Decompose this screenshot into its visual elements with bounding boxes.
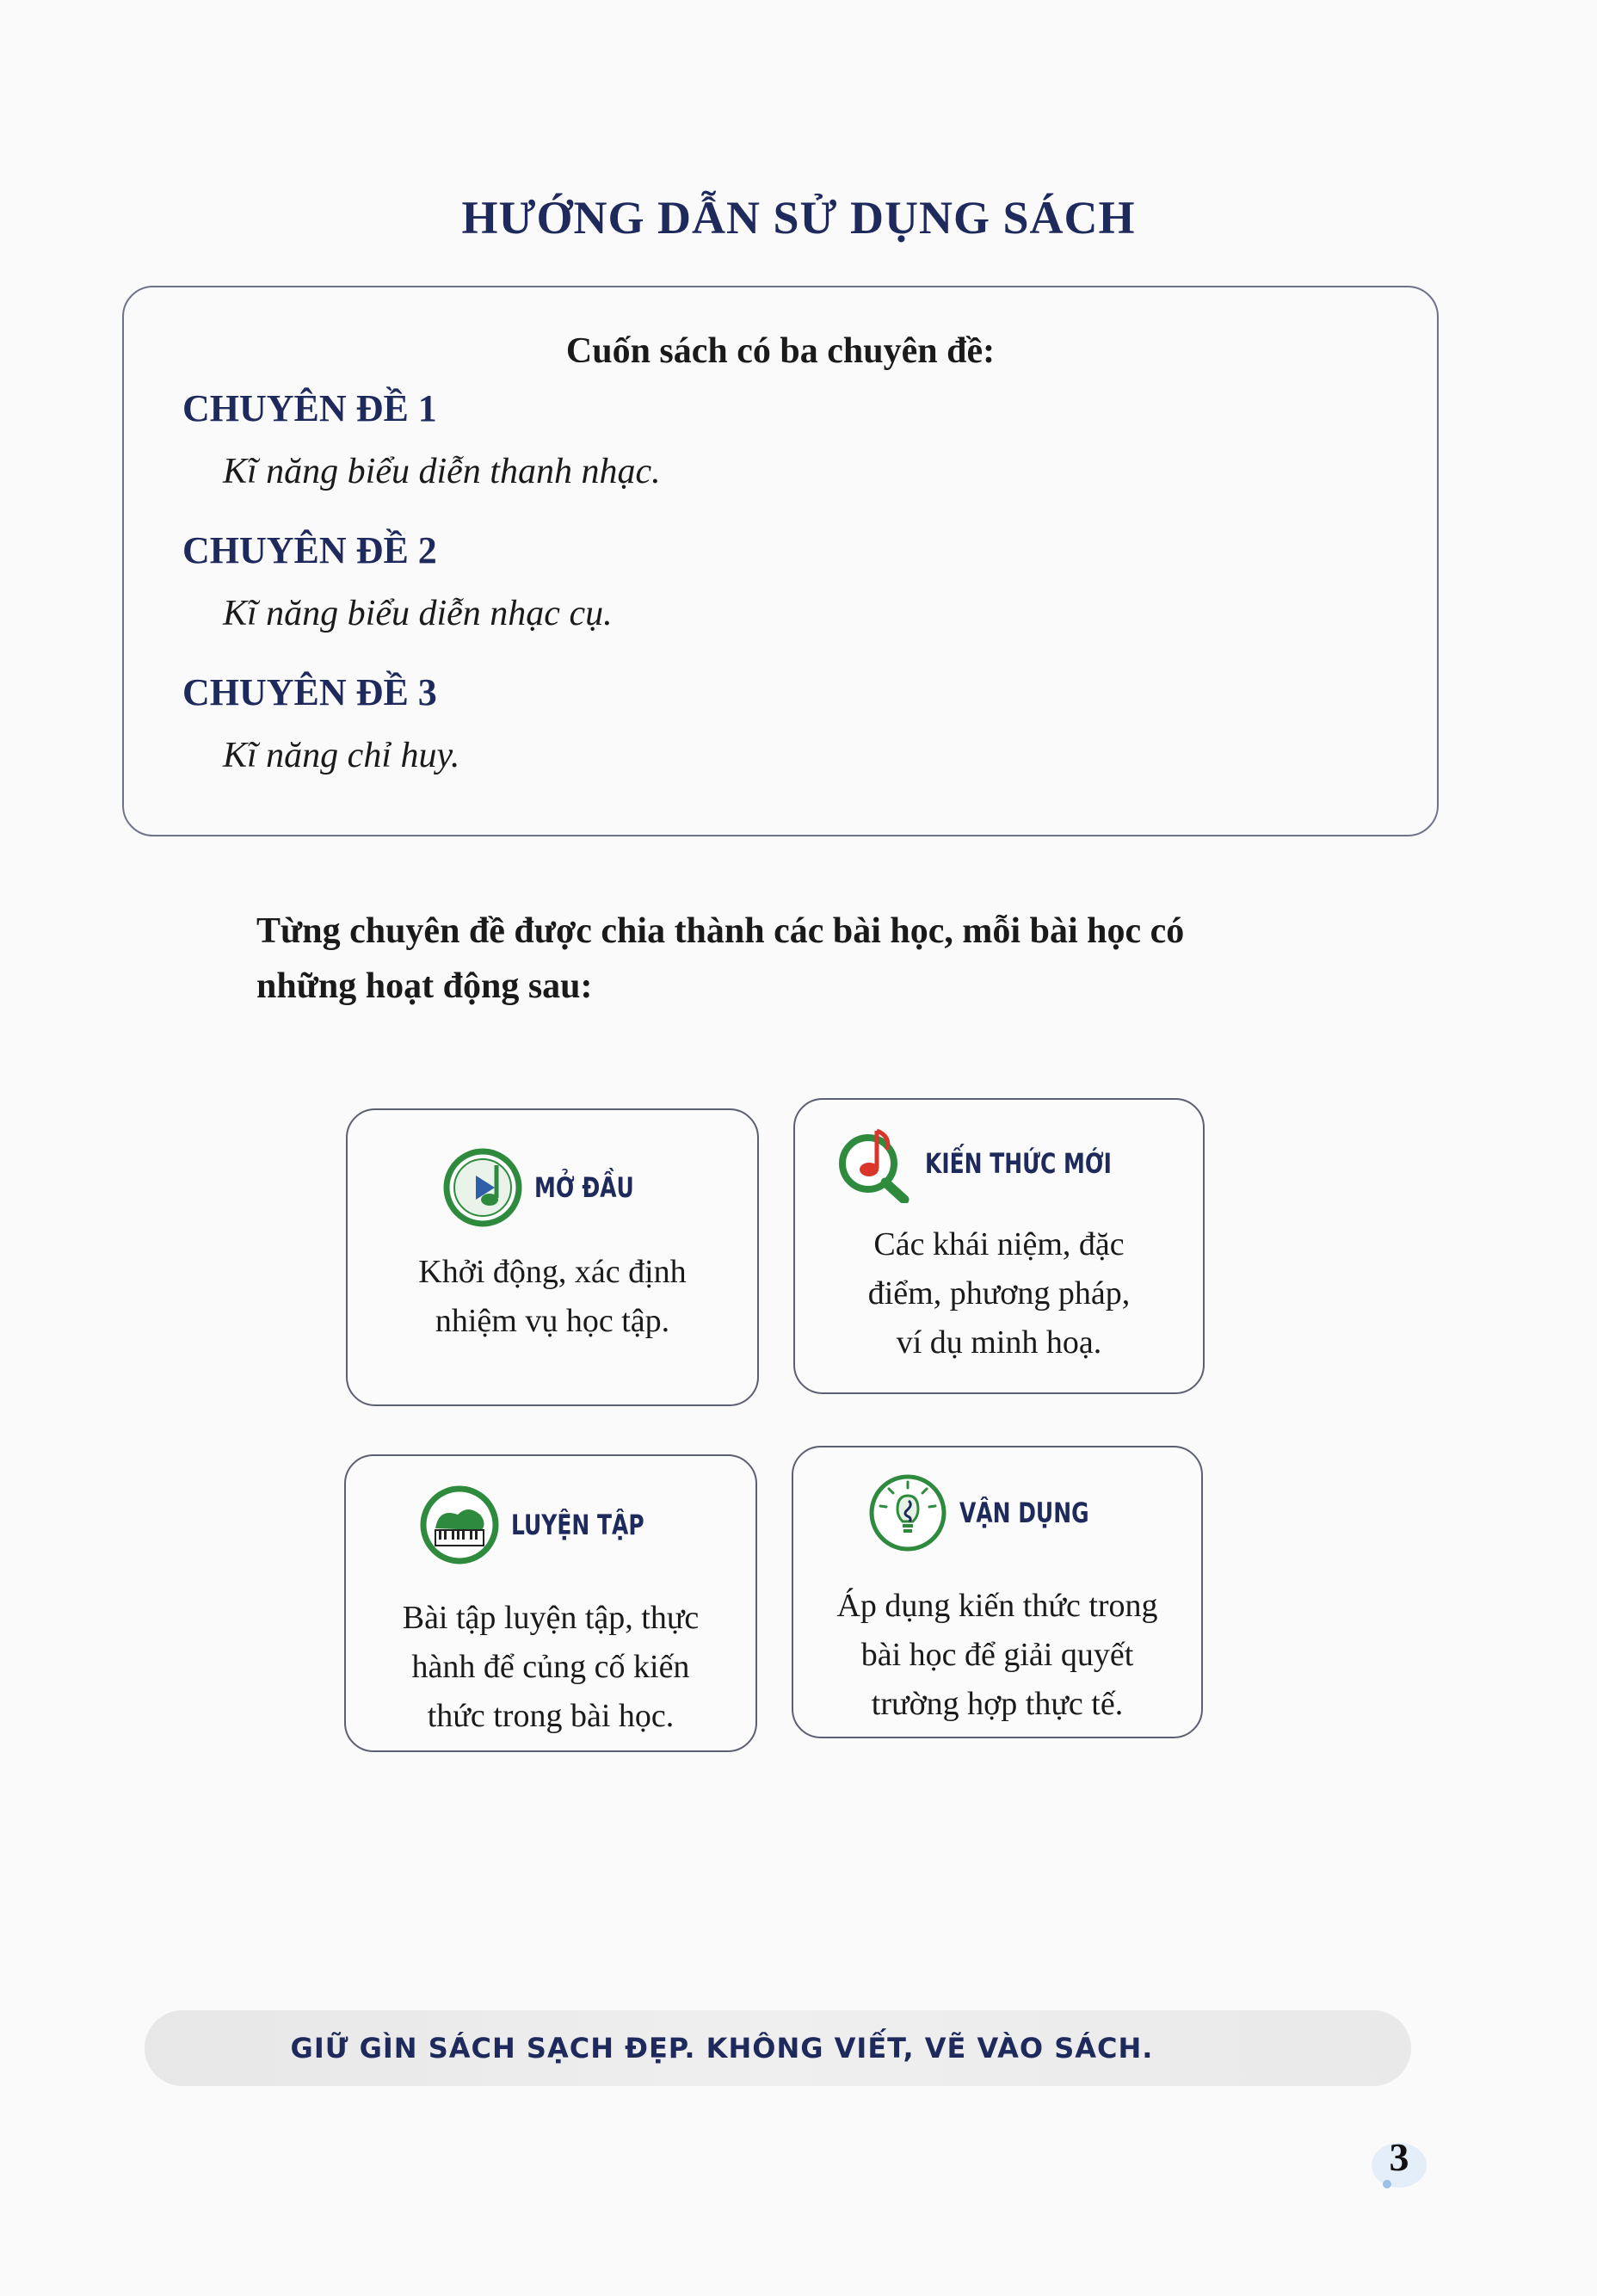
lesson-intro <box>256 904 1375 1014</box>
lesson-intro-line-2: những hoạt động sau: <box>256 966 593 1006</box>
lightbulb-treble-clef-icon <box>868 1473 947 1552</box>
card-header <box>346 1482 755 1568</box>
lesson-intro-line-1: Từng chuyên đề được chia thành các bài học, mỗi bài học có <box>256 911 1185 951</box>
card-desc-line: ví dụ minh hoạ. <box>896 1324 1102 1361</box>
activity-card-luyen-tap <box>344 1454 757 1752</box>
card-description <box>821 1220 1177 1367</box>
topic-2-heading: CHUYÊN ĐỀ 2 <box>182 529 437 571</box>
card-desc-line: bài học để giải quyết <box>860 1637 1134 1673</box>
music-magnifier-icon <box>834 1124 913 1203</box>
topics-box <box>122 286 1439 836</box>
card-desc-line: trường hợp thực tế. <box>871 1686 1124 1722</box>
page-title: HƯỚNG DẪN SỬ DỤNG SÁCH <box>461 192 1136 244</box>
topic-1-heading: CHUYÊN ĐỀ 1 <box>182 387 437 429</box>
topics-intro: Cuốn sách có ba chuyên đề: <box>565 331 996 371</box>
card-header <box>795 1120 1203 1207</box>
card-desc-line: Khởi động, xác định <box>418 1254 687 1290</box>
topic-1-description: Kĩ năng biểu diễn thanh nhạc. <box>223 452 661 491</box>
card-desc-line: Áp dụng kiến thức trong <box>836 1588 1158 1624</box>
card-desc-line: thức trong bài học. <box>427 1698 675 1734</box>
card-desc-line: hành để củng cố kiến <box>411 1649 690 1685</box>
activity-card-mo-dau <box>346 1108 759 1406</box>
footer-notice-band <box>145 2010 1411 2086</box>
card-header <box>793 1470 1201 1556</box>
page-number: 3 <box>1389 2135 1409 2179</box>
topic-2-description: Kĩ năng biểu diễn nhạc cụ. <box>223 594 613 633</box>
activity-card-van-dung <box>792 1446 1203 1738</box>
card-description <box>819 1582 1175 1729</box>
topic-3-heading: CHUYÊN ĐỀ 3 <box>182 671 437 713</box>
card-label: MỞ ĐẦU <box>533 1171 634 1204</box>
card-header <box>348 1145 757 1231</box>
footer-notice: GIỮ GÌN SÁCH SẠCH ĐẸP. KHÔNG VIẾT, VẼ VÀO SÁCH. <box>290 2032 1154 2065</box>
card-desc-line: Bài tập luyện tập, thực <box>402 1600 700 1636</box>
play-music-note-icon <box>443 1148 522 1227</box>
card-desc-line: điểm, phương pháp, <box>867 1275 1131 1312</box>
card-label: KIẾN THỨC MỚI <box>924 1147 1112 1180</box>
piano-guitar-icon <box>420 1485 499 1565</box>
topic-3-description: Kĩ năng chỉ huy. <box>223 736 460 775</box>
card-desc-line: nhiệm vụ học tập. <box>435 1303 670 1339</box>
card-description <box>373 1248 731 1346</box>
card-description <box>372 1594 730 1741</box>
card-label: LUYỆN TẬP <box>510 1509 644 1541</box>
activity-card-kien-thuc-moi <box>793 1098 1205 1394</box>
card-label: VẬN DỤNG <box>959 1497 1090 1529</box>
card-desc-line: Các khái niệm, đặc <box>873 1226 1125 1262</box>
